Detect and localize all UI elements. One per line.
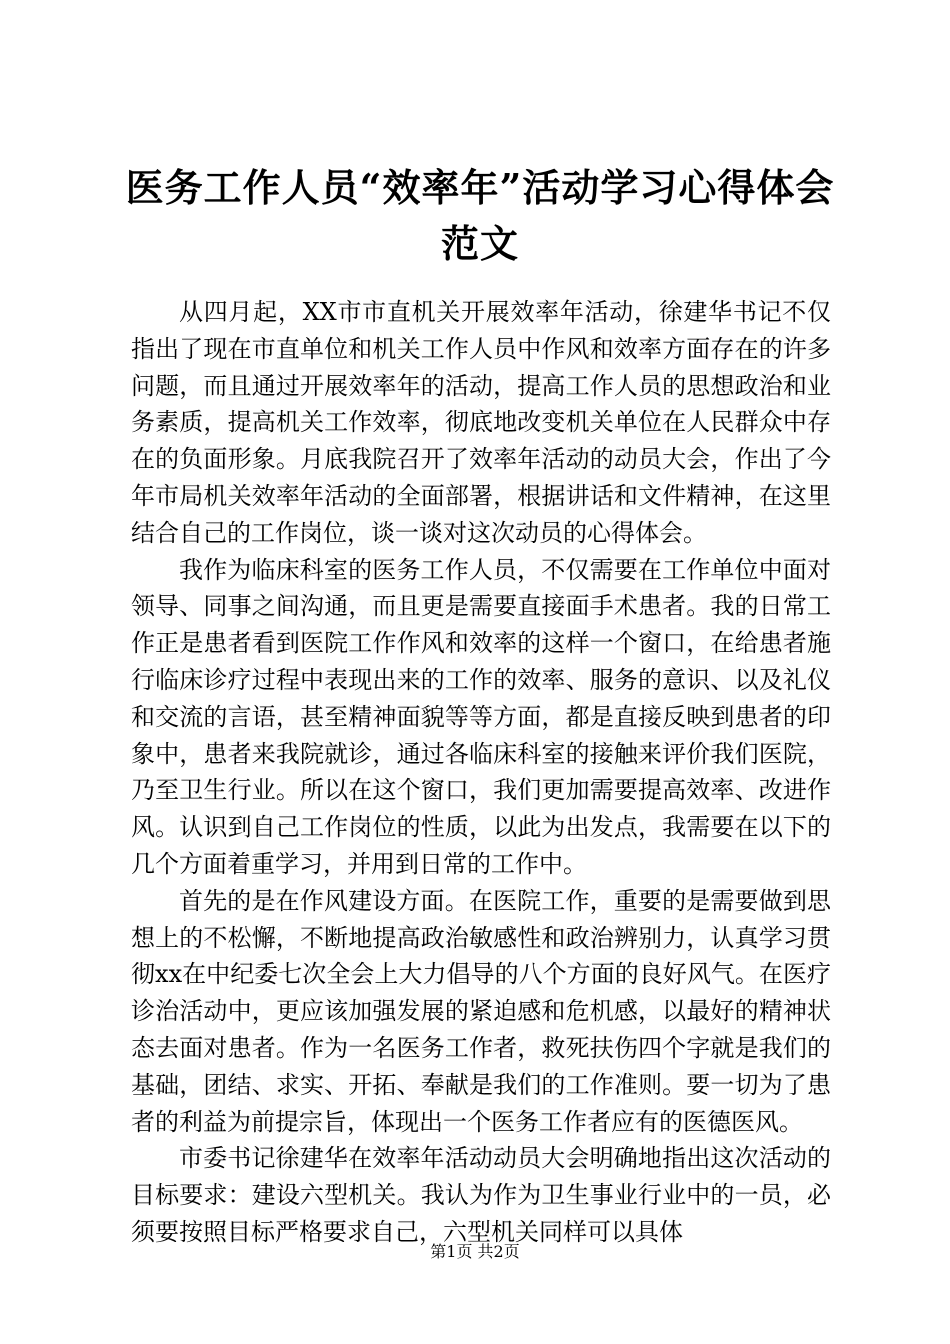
document-body [131, 294, 831, 1251]
paragraph-2: 我作为临床科室的医务工作人员，不仅需要在工作单位中面对领导、同事之间沟通，而且更是需要直接面手术患者。我的日常工作正是患者看到医院工作作风和效率的这样一个窗口，在给患者施行临床诊疗过程中表现出来的工作的效率、服务的意识、以及礼仪和交流的言语，甚至精神面貌等等方面，都是直接反映到患者的印象中，患者来我院就诊，通过各临床科室的接触来评价我们医院，乃至卫生行业。所以在这个窗口，我们更加需要提高效率、改进作风。认识到自己工作岗位的性质，以此为出发点，我需要在以下的几个方面着重学习，并用到日常的工作中。 [131, 555, 831, 878]
document-title: 医务工作人员“效率年”活动学习心得体会范文 [125, 165, 835, 266]
page-footer: 第1页 共2页 [430, 1242, 520, 1261]
paragraph-3: 首先的是在作风建设方面。在医院工作，重要的是需要做到思想上的不松懈，不断地提高政治敏感性和政治辨别力，认真学习贯彻xx在中纪委七次全会上大力倡导的八个方面的良好风气。在医疗诊治活动中，更应该加强发展的紧迫感和危机感，以最好的精神状态去面对患者。作为一名医务工作者，救死扶伤四个字就是我们的基础，团结、求实、开拓、奉献是我们的工作准则。要一切为了患者的利益为前提宗旨，体现出一个医务工作者应有的医德医风。 [131, 886, 831, 1136]
paragraph-1: 从四月起，XX市市直机关开展效率年活动，徐建华书记不仅指出了现在市直单位和机关工作人员中作风和效率方面存在的许多问题，而且通过开展效率年的活动，提高工作人员的思想政治和业务素质，提高机关工作效率，彻底地改变机关单位在人民群众中存在的负面形象。月底我院召开了效率年活动的动员大会，作出了今年市局机关效率年活动的全面部署，根据讲话和文件精神，在这里结合自己的工作岗位，谈一谈对这次动员的心得体会。 [131, 298, 831, 547]
paragraph-4: 市委书记徐建华在效率年活动动员大会明确地指出这次活动的目标要求：建设六型机关。我认为作为卫生事业行业中的一员，必须要按照目标严格要求自己，六型机关同样可以具体 [131, 1144, 831, 1246]
